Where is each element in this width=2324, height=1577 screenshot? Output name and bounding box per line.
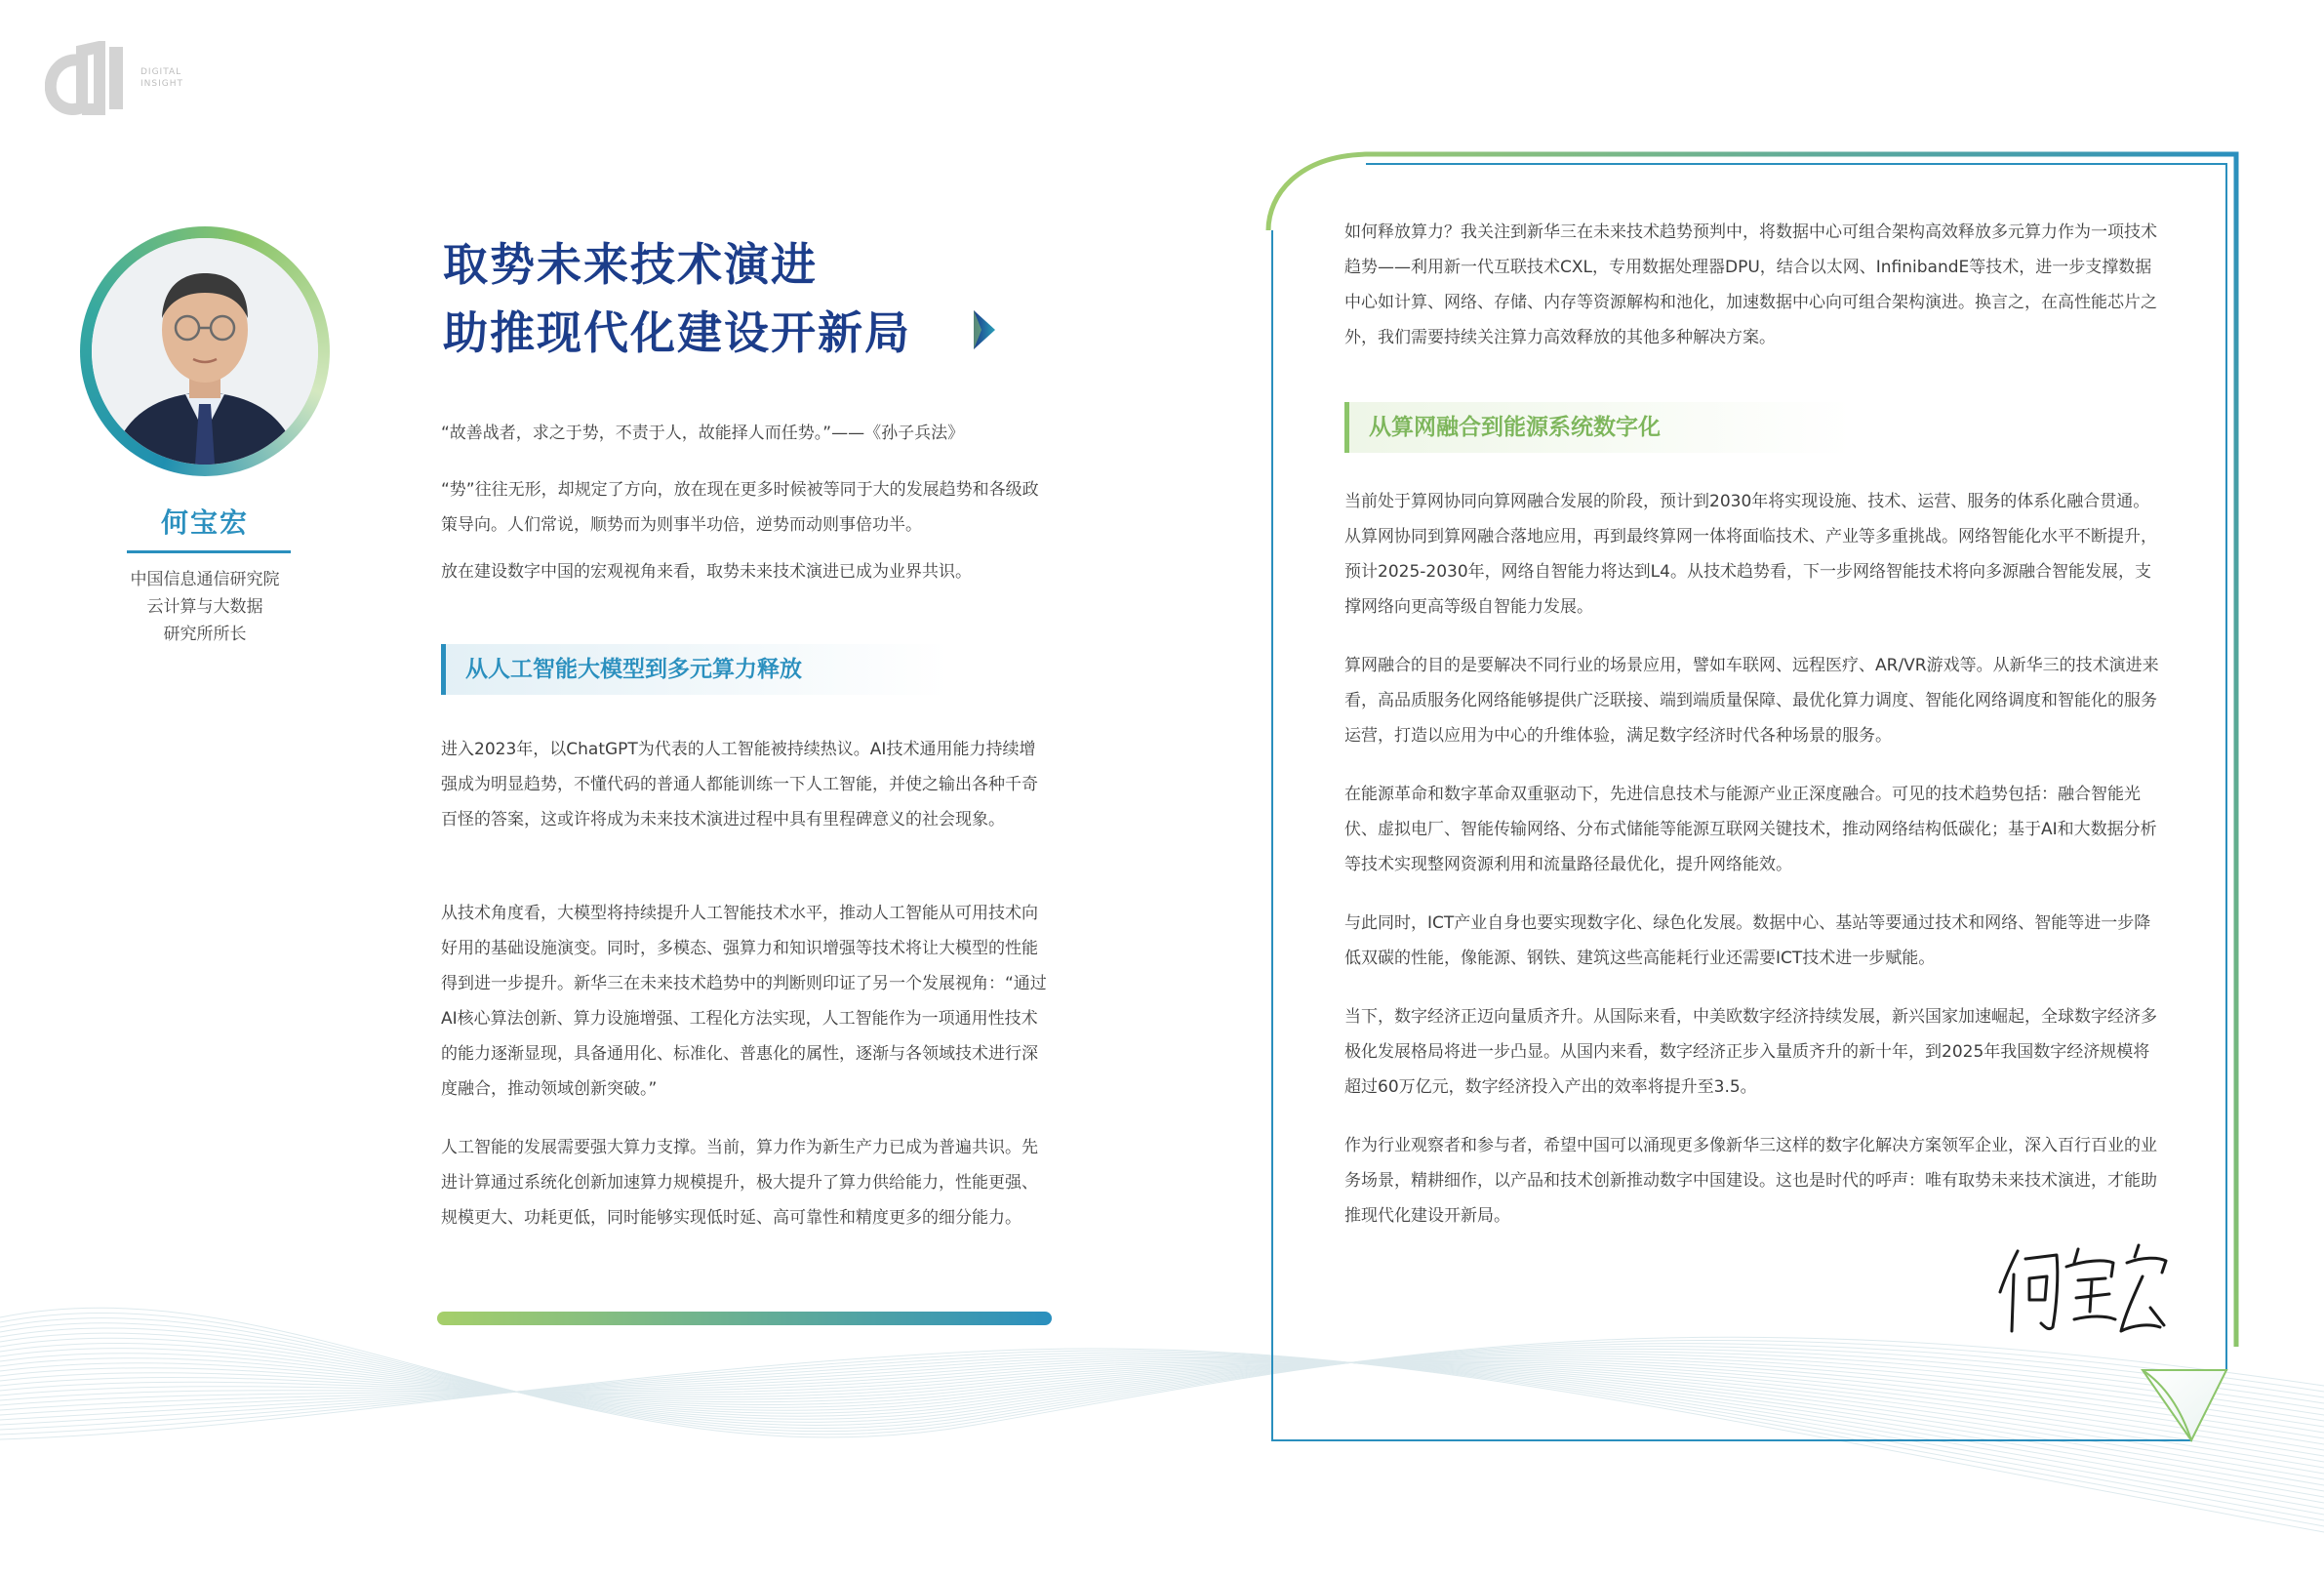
- section-heading-network: [1344, 402, 1852, 453]
- author-name: 何宝宏: [160, 506, 249, 539]
- title-arrow-icon: [970, 308, 999, 351]
- body-paragraph: 在能源革命和数字革命双重驱动下，先进信息技术与能源产业正深度融合。可见的技术趋势包括：融合智能光伏、虚拟电厂、智能传输网络、分布式储能等能源互联网关键技术，推动网络结构低碳化；基于AI和大数据分析等技术实现整网资源利用和流量路径最优化，提升网络能效。: [1344, 785, 2157, 874]
- body-paragraph: 当前处于算网协同向算网融合发展的阶段，预计到2030年将实现设施、技术、运营、服务的体系化融合贯通。从算网协同到算网融合落地应用，再到最终算网一体将面临技术、产业等多重挑战。网络智能化水平不断提升，预计2025-2030年，网络自智能力将达到L4。从技术趋势看，下一步网络智能技术将向多源融合智能发展，支撑网络向更高等级自智能力发展。: [1344, 492, 2157, 617]
- body-paragraph: 人工智能的发展需要强大算力支撑。当前，算力作为新生产力已成为普遍共识。先进计算通过系统化创新加速算力规模提升，极大提升了算力供给能力，性能更强、规模更大、功耗更低，同时能够实现低时延、高可靠性和精度更多的细分能力。: [441, 1138, 1038, 1228]
- portrait-photo: [92, 238, 318, 465]
- body-paragraph: 从技术角度看，大模型将持续提升人工智能技术水平，推动人工智能从可用技术向好用的基础设施演变。同时，多模态、强算力和知识增强等技术将让大模型的性能得到进一步提升。新华三在未来技术趋势中的判断则印证了另一个发展视角：“通过AI核心算法创新、算力设施增强、工程化方法实现，人工智能作为一项通用性技术的能力逐渐显现，具备通用化、标准化、普惠化的属性，逐渐与各领域技术进行深度融合，推动领域创新突破。”: [441, 904, 1047, 1099]
- author-affiliation: [88, 566, 322, 648]
- affiliation-line: 中国信息通信研究院: [130, 570, 280, 589]
- decorative-wave-lines: [0, 1249, 2324, 1577]
- affiliation-line: 云计算与大数据: [146, 597, 263, 617]
- logo-subtitle: [140, 66, 183, 90]
- quote-paragraph: “故善战者，求之于势，不责于人，故能择人而任势。”——《孙子兵法》: [441, 424, 965, 443]
- intro-paragraph: “势”往往无形，却规定了方向，放在现在更多时候被等同于大的发展趋势和各级政策导向。人们常说，顺势而为则事半功倍，逆势而动则事倍功半。: [441, 480, 1039, 535]
- body-paragraph: 进入2023年，以ChatGPT为代表的人工智能被持续热议。AI技术通用能力持续增强成为明显趋势，不懂代码的普通人都能训练一下人工智能，并使之输出各种千奇百怪的答案，这或许将成为未来技术演进过程中具有里程碑意义的社会现象。: [441, 740, 1038, 829]
- logo-sub-line1: DIGITAL: [140, 67, 182, 77]
- body-paragraph: 算网融合的目的是要解决不同行业的场景应用，譬如车联网、远程医疗、AR/VR游戏等。从新华三的技术演进来看，高品质服务化网络能够提供广泛联接、端到端质量保障、最优化算力调度、智能化网络调度和智能化的服务运营，打造以应用为中心的升维体验，满足数字经济时代各种场景的服务。: [1344, 656, 2159, 746]
- section-heading-text: 从算网融合到能源系统数字化: [1349, 402, 1852, 453]
- section-heading-text: 从人工智能大模型到多元算力释放: [446, 644, 948, 695]
- author-name-underline: [127, 550, 291, 553]
- logo-sub-line2: INSIGHT: [140, 79, 183, 89]
- body-paragraph: 如何释放算力？我关注到新华三在未来技术趋势预判中，将数据中心可组合架构高效释放多元算力作为一项技术趋势——利用新一代互联技术CXL，专用数据处理器DPU，结合以太网、InfinibandE等技术，进一步支撑数据中心如计算、网络、存储、内存等资源解构和池化，加速数据中心向可组合架构演进。换言之，在高性能芯片之外，我们需要持续关注算力高效释放的其他多种解决方案。: [1344, 222, 2157, 347]
- section-heading-ai: [441, 644, 948, 695]
- body-paragraph: 与此同时，ICT产业自身也要实现数字化、绿色化发展。数据中心、基站等要通过技术和网络、智能等进一步降低双碳的性能，像能源、钢铁、建筑这些高能耗行业还需要ICT技术进一步赋能。: [1344, 913, 2151, 968]
- decorative-gradient-bar: [437, 1312, 1052, 1325]
- digital-insight-logo: [45, 41, 201, 119]
- title-line2: 助推现代化建设开新局: [443, 306, 911, 359]
- logo-mark-icon: [45, 41, 142, 119]
- body-paragraph: 当下，数字经济正迈向量质齐升。从国际来看，中美欧数字经济持续发展，新兴国家加速崛起，全球数字经济多极化发展格局将进一步凸显。从国内来看，数字经济正步入量质齐升的新十年，到2025年我国数字经济规模将超过60万亿元，数字经济投入产出的效率将提升至3.5。: [1344, 1007, 2157, 1097]
- wave-line: [0, 1349, 2324, 1532]
- intro-paragraph: 放在建设数字中国的宏观视角来看，取势未来技术演进已成为业界共识。: [441, 562, 972, 582]
- article-title: [443, 230, 911, 367]
- handwritten-signature: [1996, 1237, 2172, 1345]
- body-paragraph: 作为行业观察者和参与者，希望中国可以涌现更多像新华三这样的数字化解决方案领军企业，深入百行百业的业务场景，精耕细作，以产品和技术创新推动数字中国建设。这也是时代的呼声：唯有取势未来技术演进，才能助推现代化建设开新局。: [1344, 1136, 2157, 1226]
- affiliation-line: 研究所所长: [163, 625, 247, 644]
- title-line1: 取势未来技术演进: [443, 238, 818, 291]
